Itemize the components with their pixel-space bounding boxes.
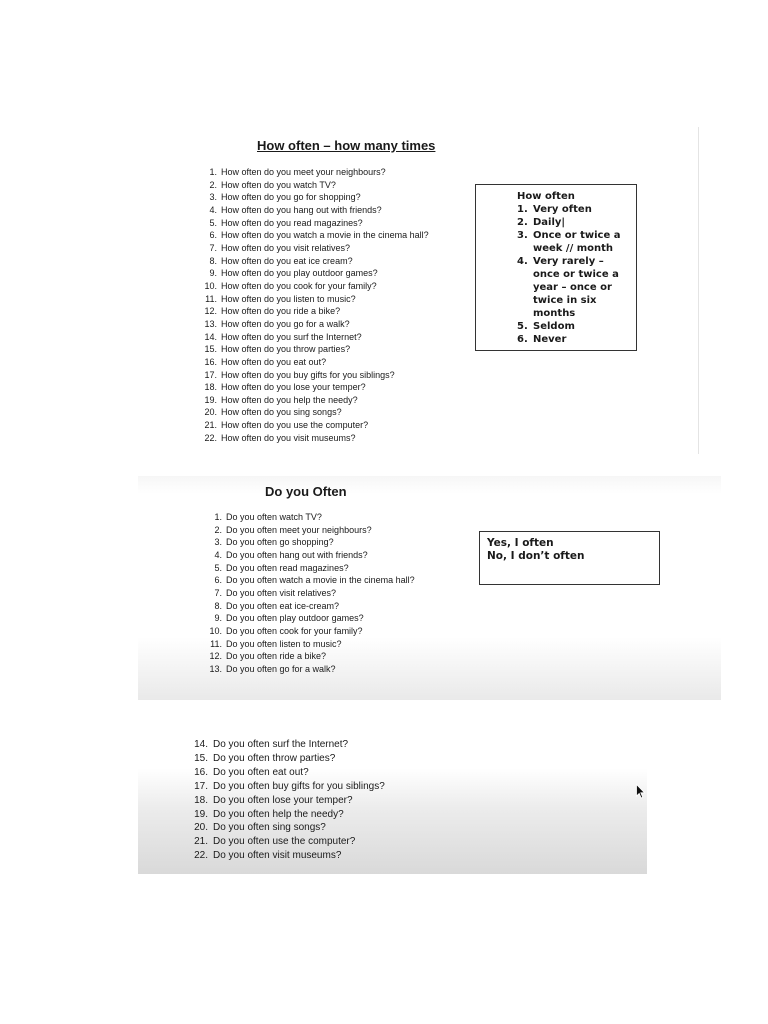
list-item: 16. How often do you eat out? bbox=[204, 356, 327, 367]
list-item: 16. Do you often eat out? bbox=[194, 766, 309, 778]
list-item: 6. Do you often watch a movie in the cinema hall? bbox=[214, 575, 415, 586]
list-item: 11. Do you often listen to music? bbox=[210, 638, 342, 649]
do-you-often-question-list-continued bbox=[192, 738, 385, 863]
frequency-item: 2. Daily| bbox=[517, 217, 566, 228]
list-item: 19. Do you often help the needy? bbox=[194, 808, 344, 820]
list-item: 20. Do you often sing songs? bbox=[194, 822, 326, 834]
yes-answer: Yes, I often bbox=[487, 537, 554, 549]
list-item: 5. Do you often read magazines? bbox=[214, 562, 349, 573]
answer-box-heading: How often bbox=[517, 191, 575, 202]
list-item: 15. How often do you throw parties? bbox=[204, 344, 351, 355]
do-you-often-worksheet bbox=[138, 476, 721, 700]
list-item: 3. How often do you go for shopping? bbox=[209, 192, 361, 203]
list-item: 8. Do you often eat ice-cream? bbox=[214, 600, 340, 611]
list-item: 18. Do you often lose your temper? bbox=[194, 794, 353, 806]
list-item: 21. How often do you use the computer? bbox=[204, 420, 369, 431]
list-item: 12. How often do you ride a bike? bbox=[204, 306, 341, 317]
list-item: 2. Do you often meet your neighbours? bbox=[214, 524, 372, 535]
list-item: 5. How often do you read magazines? bbox=[209, 217, 363, 228]
list-item: 10. Do you often cook for your family? bbox=[209, 625, 363, 636]
frequency-item: 6. Never bbox=[517, 334, 567, 345]
how-often-question-list bbox=[201, 166, 429, 444]
list-item: 22. Do you often visit museums? bbox=[194, 850, 342, 862]
list-item: 4. Do you often hang out with friends? bbox=[214, 549, 368, 560]
list-item: 9. How often do you play outdoor games? bbox=[209, 268, 378, 279]
list-item: 12. Do you often ride a bike? bbox=[209, 651, 327, 662]
frequency-item: 1. Very often bbox=[517, 204, 592, 215]
do-you-often-question-list bbox=[206, 511, 415, 676]
yes-no-answer-box bbox=[479, 531, 660, 585]
list-item: 17. How often do you buy gifts for you siblings? bbox=[204, 369, 395, 380]
list-item: 19. How often do you help the needy? bbox=[204, 394, 358, 405]
list-item: 8. How often do you eat ice cream? bbox=[209, 255, 353, 266]
list-item: 4. How often do you hang out with friends? bbox=[209, 204, 382, 215]
list-item: 13. How often do you go for a walk? bbox=[204, 318, 350, 329]
list-item: 20. How often do you sing songs? bbox=[204, 407, 342, 418]
list-item: 15. Do you often throw parties? bbox=[194, 752, 336, 764]
list-item: 7. Do you often visit relatives? bbox=[214, 587, 337, 598]
list-item: 18. How often do you lose your temper? bbox=[204, 382, 366, 393]
list-item: 1. Do you often watch TV? bbox=[214, 512, 322, 522]
list-item: 17. Do you often buy gifts for you siblings? bbox=[194, 780, 385, 792]
no-answer: No, I don’t often bbox=[487, 550, 585, 562]
list-item: 22. How often do you visit museums? bbox=[204, 432, 356, 443]
list-item: 21. Do you often use the computer? bbox=[194, 836, 356, 848]
section2-title: Do you Often bbox=[265, 484, 347, 499]
list-item: 14. Do you often surf the Internet? bbox=[194, 739, 349, 750]
list-item: 3. Do you often go shopping? bbox=[214, 537, 334, 548]
frequency-item: 5. Seldom bbox=[517, 321, 575, 332]
list-item: 2. How often do you watch TV? bbox=[209, 179, 336, 190]
how-often-answer-box bbox=[475, 184, 637, 351]
how-often-worksheet bbox=[138, 127, 699, 454]
mouse-pointer-icon bbox=[636, 784, 646, 799]
list-item: 1. How often do you meet your neighbours? bbox=[209, 167, 386, 177]
list-item: 9. Do you often play outdoor games? bbox=[214, 613, 364, 624]
do-you-often-continued bbox=[138, 728, 647, 874]
list-item: 10. How often do you cook for your family? bbox=[204, 280, 377, 291]
list-item: 14. How often do you surf the Internet? bbox=[204, 331, 362, 342]
section1-title: How often – how many times bbox=[257, 138, 436, 153]
frequency-item: 4. Very rarely – once or twice a year – once or twice in six months bbox=[517, 256, 619, 319]
list-item: 13. Do you often go for a walk? bbox=[209, 663, 336, 674]
list-item: 11. How often do you listen to music? bbox=[205, 293, 356, 304]
list-item: 7. How often do you visit relatives? bbox=[209, 242, 351, 253]
list-item: 6. How often do you watch a movie in the cinema hall? bbox=[209, 230, 429, 241]
frequency-item: 3. Once or twice a week // month bbox=[517, 230, 621, 254]
frequency-list bbox=[517, 203, 629, 346]
